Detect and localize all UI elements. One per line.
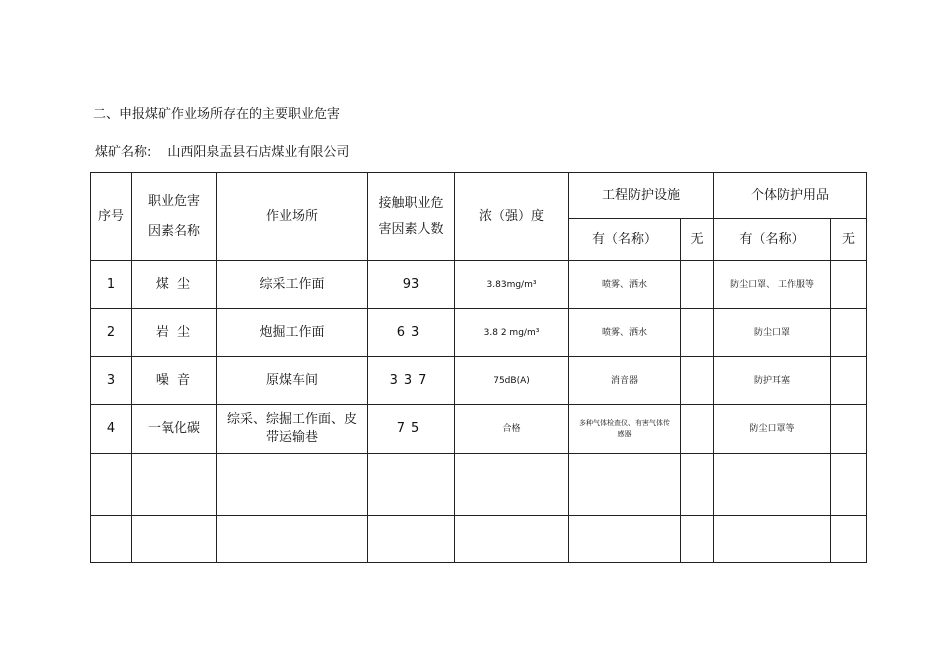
row-concentration: 3.8 2 mg/m³ <box>455 309 569 357</box>
header-factor <box>132 173 217 261</box>
header-ppe-yes: 有（名称） <box>714 219 831 261</box>
header-count-line2: 害因素人数 <box>378 221 444 237</box>
table-row <box>91 309 867 357</box>
row-ppe-no <box>831 261 867 309</box>
mine-name-line <box>95 141 349 160</box>
header-factor-line2: 因素名称 <box>147 223 200 239</box>
row-ppe-yes: 防尘口罩、 工作服等 <box>714 261 831 309</box>
header-count-line1: 接触职业危 <box>378 195 444 211</box>
row-count: 337 <box>368 357 455 405</box>
table-row <box>91 357 867 405</box>
row-factor: 一氧化碳 <box>132 405 217 454</box>
row-eng-yes-line2: 感器 <box>617 430 632 438</box>
row-factor: 岩 尘 <box>132 309 217 357</box>
row-ppe-yes: 防尘口罩 <box>714 309 831 357</box>
row-ppe-yes: 防护耳塞 <box>714 357 831 405</box>
header-ppe: 个体防护用品 <box>714 173 867 219</box>
header-engineering: 工程防护设施 <box>569 173 714 219</box>
row-concentration: 3.83mg/m³ <box>455 261 569 309</box>
row-place: 原煤车间 <box>217 357 368 405</box>
row-eng-yes: 消音器 <box>569 357 681 405</box>
table-row <box>91 261 867 309</box>
row-eng-no <box>681 357 714 405</box>
mine-name-label: 煤矿名称: <box>95 145 152 160</box>
row-ppe-no <box>831 309 867 357</box>
row-concentration: 合格 <box>455 405 569 454</box>
row-place-line2: 带运输巷 <box>265 430 318 445</box>
row-eng-yes: 喷雾、洒水 <box>569 261 681 309</box>
row-place: 炮掘工作面 <box>217 309 368 357</box>
row-eng-yes: 喷雾、洒水 <box>569 309 681 357</box>
header-ppe-no: 无 <box>831 219 867 261</box>
header-count <box>368 173 455 261</box>
table-row <box>91 405 867 454</box>
row-eng-no <box>681 261 714 309</box>
header-factor-line1: 职业危害 <box>147 193 200 209</box>
table-row-empty <box>91 454 867 516</box>
row-seq: 3 <box>91 357 132 405</box>
row-factor: 噪 音 <box>132 357 217 405</box>
row-count: 75 <box>368 405 455 454</box>
row-place: 综采工作面 <box>217 261 368 309</box>
row-concentration: 75dB(A) <box>455 357 569 405</box>
row-seq: 4 <box>91 405 132 454</box>
header-seq: 序号 <box>91 173 132 261</box>
row-ppe-no <box>831 357 867 405</box>
row-factor: 煤 尘 <box>132 261 217 309</box>
table-row-empty <box>91 516 867 563</box>
header-place: 作业场所 <box>217 173 368 261</box>
row-seq: 1 <box>91 261 132 309</box>
header-row-1 <box>91 173 867 219</box>
header-eng-no: 无 <box>681 219 714 261</box>
hazard-table <box>90 172 867 563</box>
row-eng-no <box>681 309 714 357</box>
row-count: 93 <box>368 261 455 309</box>
row-ppe-no <box>831 405 867 454</box>
header-eng-yes: 有（名称） <box>569 219 681 261</box>
mine-name-value: 山西阳泉盂县石店煤业有限公司 <box>167 145 350 160</box>
section-heading: 二、申报煤矿作业场所存在的主要职业危害 <box>93 107 341 122</box>
row-eng-yes <box>569 405 681 454</box>
row-ppe-yes: 防尘口罩等 <box>714 405 831 454</box>
row-eng-no <box>681 405 714 454</box>
row-place <box>217 405 368 454</box>
row-place-line1: 综采、综掘工作面、皮 <box>226 412 357 427</box>
row-count: 63 <box>368 309 455 357</box>
row-seq: 2 <box>91 309 132 357</box>
header-concentration: 浓（强）度 <box>455 173 569 261</box>
row-eng-yes-line1: 多种气体检查仪、有害气体传 <box>579 419 670 427</box>
